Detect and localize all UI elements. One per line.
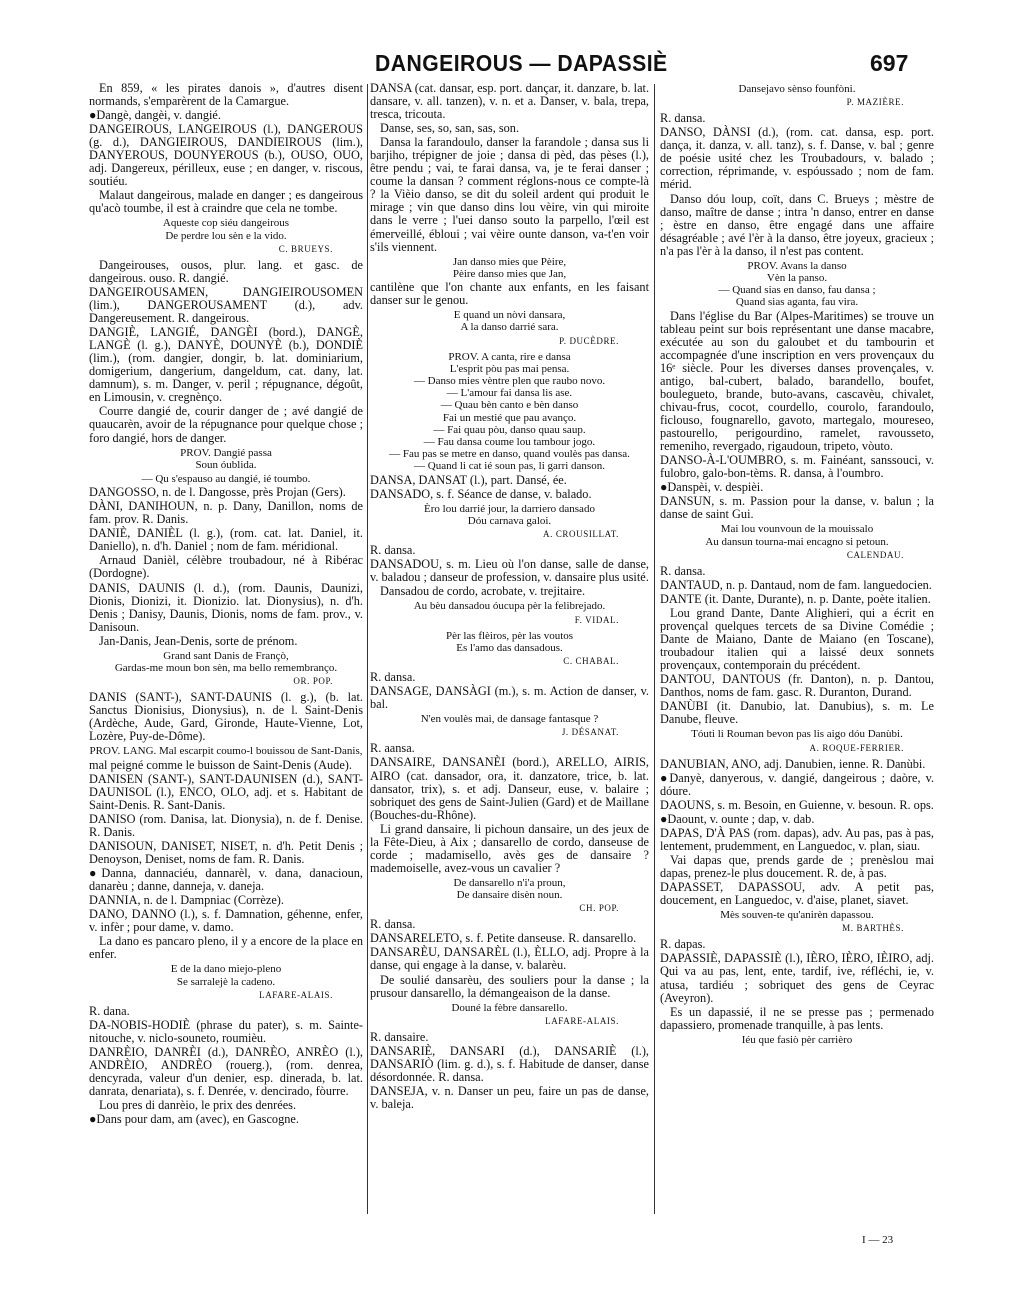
- dictionary-entry: DANSAGE, DANSÀGI (m.), s. m. Action de danser, v. bal.: [370, 684, 649, 712]
- dictionary-entry: R. dansa.: [370, 670, 416, 685]
- verse-quote: [660, 523, 934, 547]
- dictionary-entry: DANSADOU, s. m. Lieu où l'on danse, salle de danse, v. baladou ; danseur de profession, v. dansaire plus usité.: [370, 557, 649, 585]
- dictionary-entry: DAPASSIÈ, DAPASSIÈ (l.), IÈRO, IÈRO, IÈIRO, adj. Qui va au pas, lent, ente, tardif, ive, réfléchi, ie, v. atusa, tardiéu ; sobriquet des gens de Ceyrac (Aveyron).: [660, 951, 934, 1005]
- dictionary-entry: DANSARÈU, DANSARÈL (l.), ÈLLO, adj. Propre à la danse, qui engage à la danse, v. balarèu.: [370, 945, 649, 973]
- dictionary-entry: DANIÈ, DANIÈL (l. g.), (rom. cat. lat. Daniel, it. Daniello), n. d'h. Daniel ; nom de fam. méridional.: [89, 526, 363, 554]
- verse-line: Gardas-me moun bon sèn, ma bello remembranço.: [114, 661, 338, 674]
- quote-attribution: A. ROQUE-FERRIER.: [809, 742, 904, 753]
- verse-quote: [89, 963, 363, 987]
- verse-line: Èro lou darrié jour, la darriero dansado: [424, 502, 595, 515]
- verse-line: Tóuti li Rouman bevon pas lis aigo dóu Danùbi.: [691, 728, 903, 741]
- verse-line: Mès souven-te qu'anirèn dapassou.: [720, 909, 874, 922]
- dictionary-entry: R. dansa.: [660, 111, 706, 126]
- dictionary-entry: Li grand dansaire, li pichoun dansaire, un des jeux de la Fête-Dieu, à Aix ; dansarello de cordo, danseuse de corde ; madamisello, avès ges de dansaire ? mademoiselle, avez-vous un cavalier ?: [370, 821, 649, 875]
- verse-line: — Fai quau pòu, danso quau saup.: [433, 423, 586, 436]
- dictionary-entry: Dans l'église du Bar (Alpes-Maritimes) se trouve un tableau peint sur bois représentant une danse macabre, exécutée au son du galoubet et du tambourin et accompagnée d'une inscription en vers provençaux du 16ᵉ siècle. Pour les diverses danses provençales, v. antigo, bal-cubert, balado, barandello, boufet, boulegueto, brande, buto-avans, cascavèu, chivalet, chivau-frus, cocot, courdello, courolo, farandoulo, ficlouso, fougnarello, gavoto, martegalo, moureseo, pastourello, perigourdino, ramelet, ravousseto, remeniho, revergado, rigaudoun, tripeto, vòuto.: [660, 308, 934, 454]
- verse-line: Grand sant Danis de Françò,: [163, 649, 289, 662]
- dictionary-entry: En 859, « les pirates danois », d'autres disent normands, s'emparèrent de la Camargue.: [89, 81, 363, 109]
- page-number: 697: [870, 50, 909, 76]
- verse-line: E de la dano miejo-pleno: [170, 963, 282, 976]
- verse-quote: [660, 83, 934, 95]
- verse-line: Dóu carnava galoi.: [467, 514, 552, 527]
- quote-attribution: C. BRUEYS.: [278, 243, 333, 254]
- quote-attribution: A. CROUSILLAT.: [543, 529, 619, 540]
- dictionary-entry: DANSA, DANSAT (l.), part. Dansé, ée.: [370, 472, 567, 487]
- signature-mark: I — 23: [862, 1234, 894, 1246]
- verse-line: N'en voulès mai, de dansage fantasque ?: [420, 713, 599, 726]
- verse-line: Au dansun tourna-mai encagno si petoun.: [705, 535, 889, 548]
- verse-line: Pèr las flèiros, pèr las voutos: [445, 629, 574, 642]
- verse-line: Douné la fèbre dansarello.: [451, 1001, 568, 1014]
- verse-line: PROV. Avans la danso: [747, 259, 847, 272]
- verse-quote: [370, 600, 649, 612]
- quote-attribution: P. DUCÈDRE.: [559, 335, 619, 346]
- verse-quote: [89, 447, 363, 471]
- dictionary-entry: DANSEJA, v. n. Danser un peu, faire un pas de danse, v. baleja.: [370, 1084, 649, 1112]
- dictionary-entry: R. aansa.: [370, 741, 415, 756]
- dictionary-entry: R. dana.: [89, 1003, 130, 1018]
- dictionary-entry: DANISEN (SANT-), SANT-DAUNISEN (d.), SANT-DAUNISOL (l.), ENCO, OLO, adj. et s. Habitant de Saint-Denis. R. Sant-Danis.: [89, 771, 363, 812]
- dictionary-entry: DANTOU, DANTOUS (fr. Danton), n. p. Dantou, Danthos, noms de fam. gasc. R. Duranton, Durand.: [660, 672, 934, 700]
- dictionary-entry: DANISOUN, DANISET, NISET, n. d'h. Petit Denis ; Denoyson, Deniset, noms de fam. R. Danis.: [89, 838, 363, 866]
- verse-line: Fai un mestié que pau avanço.: [442, 411, 577, 424]
- dictionary-entry: Jan-Danis, Jean-Denis, sorte de prénom.: [99, 633, 298, 648]
- verse-line: Dansejavo sènso founfòni.: [738, 83, 856, 95]
- dictionary-entry: DANSA (cat. dansar, esp. port. dançar, it. danzare, b. lat. dansare, v. all. tanzen), v. n. et a. Danser, v. bala, trepa, tresca, tricouta.: [370, 81, 650, 122]
- dictionary-entry: Malaut dangeirous, malade en danger ; es dangeirous qu'acò toumbe, il est à craindre que cela ne tombe.: [89, 188, 363, 216]
- verse-quote: [370, 309, 649, 333]
- verse-line: Se sarralejè la cadeno.: [176, 975, 276, 988]
- dictionary-entry: DANSO, DÀNSI (d.), (rom. cat. dansa, esp. port. dança, it. danza, v. all. tanz), s. f. Danse, v. bal ; genre de poésie usité chez les Troubadours, v. balado ; correction, réprimande, v. espóussado ; nom de fam. mérid.: [660, 125, 934, 192]
- verse-line: Jan danso mies que Pèire,: [452, 255, 567, 268]
- verse-line: De perdre lou sèn e la vido.: [165, 229, 287, 242]
- quote-attribution: M. BARTHÈS.: [842, 923, 904, 934]
- verse-quote: [370, 630, 649, 654]
- dictionary-entry: DANIS, DAUNIS (l. d.), (rom. Daunis, Daunizi, Dionis, Dionizi, it. Dionizio. lat. Dionysius), n. d'h. Denis ; Danisy, Daunis, Dionis, noms de fam. prov., v. Danisoun.: [89, 580, 363, 634]
- dictionary-entry: DANO, DANNO (l.), s. f. Damnation, géhenne, enfer, v. infèr ; pour dame, v. damo.: [89, 907, 363, 935]
- dictionary-entry: DANSARELETO, s. f. Petite danseuse. R. dansarello.: [370, 931, 637, 946]
- dictionary-entry: DANISO (rom. Danisa, lat. Dionysia), n. de f. Denise. R. Danis.: [89, 811, 363, 839]
- quote-attribution: P. MAZIÈRE.: [846, 97, 904, 108]
- column-divider: [367, 84, 368, 1214]
- quote-attribution: C. CHABAL.: [563, 655, 619, 666]
- dictionary-entry: R. dansa.: [660, 563, 706, 578]
- dictionary-entry: De soulié dansarèu, des souliers pour la danse ; la prusour dansarello, la démangeaison de la danse.: [370, 972, 649, 1000]
- verse-quote: [370, 877, 649, 901]
- page-header: [0, 50, 1024, 84]
- dictionary-entry: Lou grand Dante, Dante Alighieri, qui a écrit en provençal quelques tercets de sa Divine Comédie ; Dante de Maiano, Dante de Maiano (en Toscane), troubadour italien qui a laissé deux sonnets provençaux, contemporain du précédent.: [660, 605, 934, 673]
- verse-line: — Fau dansa coume lou tambour jogo.: [423, 435, 596, 448]
- dictionary-entry: DÀNI, DANIHOUN, n. p. Dany, Danillon, noms de fam. prov. R. Danis.: [89, 499, 363, 527]
- dictionary-entry: DANGOSSO, n. de l. Dangosse, près Projan (Gers).: [89, 485, 346, 500]
- verse-line: A la danso darrié sara.: [460, 321, 559, 334]
- verse-line: Pèire danso mies que Jan,: [452, 267, 567, 280]
- dictionary-entry: Lou pres di danrèio, le prix des denrées.: [99, 1098, 297, 1113]
- verse-quote: [89, 745, 363, 757]
- dictionary-entry: Courre dangié de, courir danger de ; avé dangié de quaucarèn, avoir de la répugnance pour quelque chose ; foro dangié, hors de danger.: [89, 404, 363, 445]
- dictionary-entry: DANGEIROUS, LANGEIROUS (l.), DANGEROUS (g. d.), DANGIEIROUS, DANDIEIROUS (lim.), DANYEROUS, DOUNYEROUS (b.), OUSO, OUO, adj. Dangereux, périlleux, euse ; en danger, v. riscous, soutiéu.: [89, 122, 363, 189]
- column-right: [660, 81, 934, 1047]
- dictionary-entry: DA-NOBIS-HODIÈ (phrase du pater), s. m. Sainte-nitouche, v. niclo-souneto, roumièu.: [89, 1017, 363, 1045]
- verse-line: Soun óublida.: [195, 458, 257, 471]
- verse-quote: [370, 713, 649, 725]
- verse-line: — Quand li cat ié soun pas, li garri danson.: [414, 460, 605, 473]
- verse-line: Es l'amo das dansadous.: [456, 641, 563, 654]
- dictionary-entry: R. dansa.: [370, 543, 416, 558]
- dictionary-entry: DANSADO, s. f. Séance de danse, v. balado.: [370, 486, 592, 501]
- verse-line: — Fau pas se metre en danso, quand voulès pas dansa.: [389, 448, 630, 461]
- quote-attribution: F. VIDAL.: [574, 614, 619, 625]
- quote-attribution: LAFARE-ALAIS.: [545, 1015, 619, 1026]
- verse-line: Quand sias aganta, fau vira.: [735, 296, 859, 309]
- verse-line: — L'amour fai dansa lis ase.: [446, 387, 573, 400]
- verse-quote: [660, 1034, 934, 1046]
- quote-attribution: OR. POP.: [293, 676, 333, 687]
- dictionary-entry: R. dapas.: [660, 937, 706, 952]
- verse-line: PROV. Dangié passa: [180, 446, 272, 459]
- quote-attribution: CALENDAU.: [846, 549, 904, 560]
- dictionary-entry: Vai dapas que, prends garde de ; prenèslou mai dapas, prenez-le plus doucement. R. de, à pas.: [660, 852, 934, 880]
- verse-quote: [370, 351, 649, 473]
- verse-quote: [89, 473, 363, 485]
- dictionary-entry: DANGIÈ, LANGIÉ, DANGÈI (bord.), DANGÈ, LANGÈ (l. g.), DANYÈ, DOUNYÈ (b.), DONDIÈ (lim.), (rom. dangier, dongir, b. lat. dominiarium, domigerium, dangerium, dangeldum, cat. dany, lat. damnum), s. m. Danger, v. peril ; répugnance, dégoût, en Limousin, v. cregnènço.: [89, 325, 363, 405]
- dictionary-entry: DAPAS, D'À PAS (rom. dapas), adv. Au pas, pas à pas, lentement, prudemment, en Languedoc, v. plan, siau.: [660, 825, 934, 853]
- dictionary-entry: Danso dóu loup, coït, dans C. Brueys ; mèstre de danso, maître de danse ; intra 'n danso, entrer en danse ; èstre en danso, être engagé dans une affaire désagréable ; avé l'èr à la danso, être joyeux, gracieux ; n'a pas l'èr à la danso, il n'est pas content.: [660, 191, 934, 258]
- dictionary-entry: ●Danna, dannaciéu, dannarèl, v. dana, danacioun, danarèu ; danne, danneja, v. daneja.: [89, 865, 363, 894]
- verse-quote: [370, 1002, 649, 1014]
- verse-line: Aqueste cop siéu dangeirous: [162, 217, 290, 230]
- verse-quote: [660, 909, 934, 921]
- dictionary-entry: ●Dans pour dam, am (avec), en Gascogne.: [89, 1112, 299, 1127]
- dictionary-entry: DANÙBI (it. Danubio, lat. Danubius), s. m. Le Danube, fleuve.: [660, 699, 934, 727]
- quote-attribution: J. DÉSANAT.: [561, 727, 619, 738]
- dictionary-entry: Dansa la farandoulo, danser la farandole ; dansa sus li barjiho, trépigner de joie ; dansa di pèd, das pèses (l.), être pendu ; vai, te farai dansa, va, je te ferai danser ; coume la dansan ? comment réglons-nous ce compte-là ? la Vièio danso, se dit du soleil ardent qui produit le mirage ; vin que danso dins lou vèire, vin qui miroite dans le verre ; l'uei danso souto la parpello, l'œil est émerveillé, ébloui ; vai vèire ounte danson, va-t'en voir s'ils viennent.: [370, 135, 649, 254]
- dictionary-entry: DANGEIROUSAMEN, DANGIEIROUSOMEN (lim.), DANGEROUSAMENT (d.), adv. Dangereusement. R. dangeirous.: [89, 285, 363, 326]
- running-title: DANGEIROUS — DAPASSIÈ: [375, 50, 668, 76]
- verse-line: Au bèu dansadou óucupa pèr la felibrejado.: [413, 600, 606, 613]
- dictionary-entry: DAOUNS, s. m. Besoin, en Guienne, v. besoun. R. ops.: [660, 797, 934, 812]
- dictionary-entry: ●Danspèi, v. despièi.: [660, 480, 764, 495]
- dictionary-entry: R. dansa.: [370, 917, 416, 932]
- quote-attribution: LAFARE-ALAIS.: [259, 989, 333, 1000]
- dictionary-entry: DANTAUD, n. p. Dantaud, nom de fam. languedocien.: [660, 577, 932, 592]
- dictionary-entry: DANSAIRE, DANSANÈI (bord.), ARELLO, AIRIS, AIRO (cat. dansador, ora, it. danzatore, trice, b. lat. dansator, trix), s. et adj. Danseur, euse, v. balaire ; sobriquet des gens de Saint-Julien (Gard) et de Maillane (Bouches-du-Rhône).: [370, 755, 649, 822]
- dictionary-entry: DAPASSET, DAPASSOU, adv. A petit pas, doucement, en Languedoc, v. d'aise, planet, siavet.: [660, 880, 934, 908]
- verse-line: — Quand sias en danso, fau dansa ;: [718, 284, 876, 297]
- column-divider: [654, 84, 655, 1214]
- dictionary-entry: La dano es pancaro pleno, il y a encore de la place en enfer.: [89, 934, 363, 962]
- verse-line: — Danso mies vèntre plen que raubo novo.: [413, 374, 606, 387]
- dictionary-entry: ●Daount, v. ounte ; dap, v. dab.: [660, 811, 815, 826]
- dictionary-entry: DANSO-À-L'OUMBRO, s. m. Fainéant, sanssouci, v. fulobro, galo-bon-tèms. R. dansa, à l'oumbro.: [660, 453, 934, 481]
- verse-line: Mai lou vounvoun de la mouissalo: [720, 523, 874, 536]
- dictionary-entry: Danse, ses, so, san, sas, son.: [380, 121, 520, 136]
- verse-quote: [89, 650, 363, 674]
- verse-line: E quand un nòvi dansara,: [453, 309, 566, 322]
- column-middle: [370, 82, 649, 1112]
- dictionary-entry: DANSUN, s. m. Passion pour la danse, v. balun ; la danse de saint Gui.: [660, 494, 934, 522]
- column-left: [89, 82, 363, 1127]
- verse-line: PROV. A canta, rire e dansa: [448, 350, 571, 363]
- verse-line: De dansaire disèn noun.: [456, 889, 563, 902]
- verse-line: — Quau bèn canto e bèn danso: [440, 399, 579, 412]
- dictionary-entry: R. dansaire.: [370, 1029, 429, 1044]
- dictionary-entry: Dansadou de cordo, acrobate, v. trejitaire.: [380, 584, 586, 599]
- dictionary-entry: DANTE (it. Dante, Durante), n. p. Dante, poète italien.: [660, 591, 931, 606]
- dictionary-entry: DANIS (SANT-), SANT-DAUNIS (l. g.), (b. lat. Sanctus Dionisius, Dionysius), n. de l. Saint-Denis (Ardèche, Aude, Gard, Gironde, Haute-Vienne, Lot, Lozère, Puy-de-Dôme).: [89, 690, 363, 744]
- verse-line: Iéu que fasiò pèr carrièro: [741, 1033, 853, 1046]
- dictionary-entry: ●Dangè, dangèi, v. dangié.: [89, 108, 221, 123]
- dictionary-entry: ●Danyè, danyerous, v. dangié, dangeirous ; daòre, v. dóure.: [660, 770, 934, 798]
- verse-quote: [89, 217, 363, 241]
- verse-line: — Qu s'espauso au dangié, ié toumbo.: [141, 472, 311, 485]
- dictionary-entry: Dangeirouses, ousos, plur. lang. et gasc. de dangeirous. ouso. R. dangié.: [89, 257, 363, 285]
- dictionary-entry: cantilène que l'on chante aux enfants, en les faisant danser sur le genou.: [370, 280, 649, 308]
- verse-line: PROV. LANG. Mal escarpit coumo-l bouissou de Sant-Danis,: [89, 745, 363, 758]
- verse-quote: [370, 503, 649, 527]
- verse-line: L'esprit pòu pas mai pensa.: [449, 362, 570, 375]
- verse-quote: [370, 256, 649, 280]
- verse-quote: [660, 728, 934, 740]
- dictionary-entry: mal peigné comme le buisson de Saint-Denis (Aude).: [89, 757, 352, 772]
- dictionary-entry: DANUBIAN, ANO, adj. Danubien, ienne. R. Danùbi.: [660, 756, 926, 771]
- dictionary-entry: Es un dapassié, il ne se presse pas ; permenado dapassiero, promenade tranquille, à pas lents.: [660, 1004, 934, 1032]
- verse-line: Vèn la panso.: [766, 271, 828, 284]
- dictionary-entry: DANRÈIO, DANRÈI (d.), DANRÈO, ANRÈO (l.), ANDRÈIO, ANDRÈO (rouerg.), (rom. denrea, dencyrada, valeur d'un denier, esp. dinerada, b. lat. danrata, denariata), s. f. Denrée, v. dencirado, fòurre.: [89, 1044, 363, 1099]
- verse-line: De dansarello n'i'a proun,: [453, 876, 566, 889]
- dictionary-entry: DANNIA, n. de l. Dampniac (Corrèze).: [89, 893, 284, 908]
- verse-quote: [660, 260, 934, 309]
- dictionary-entry: DANSARIÈ, DANSARI (d.), DANSARIÈ (l.), DANSARIÒ (lim. g. d.), s. f. Habitude de danser, danse désordonnée. R. dansa.: [370, 1043, 649, 1085]
- dictionary-entry: Arnaud Danièl, célèbre troubadour, né à Ribérac (Dordogne).: [89, 553, 363, 581]
- quote-attribution: CH. POP.: [579, 903, 619, 914]
